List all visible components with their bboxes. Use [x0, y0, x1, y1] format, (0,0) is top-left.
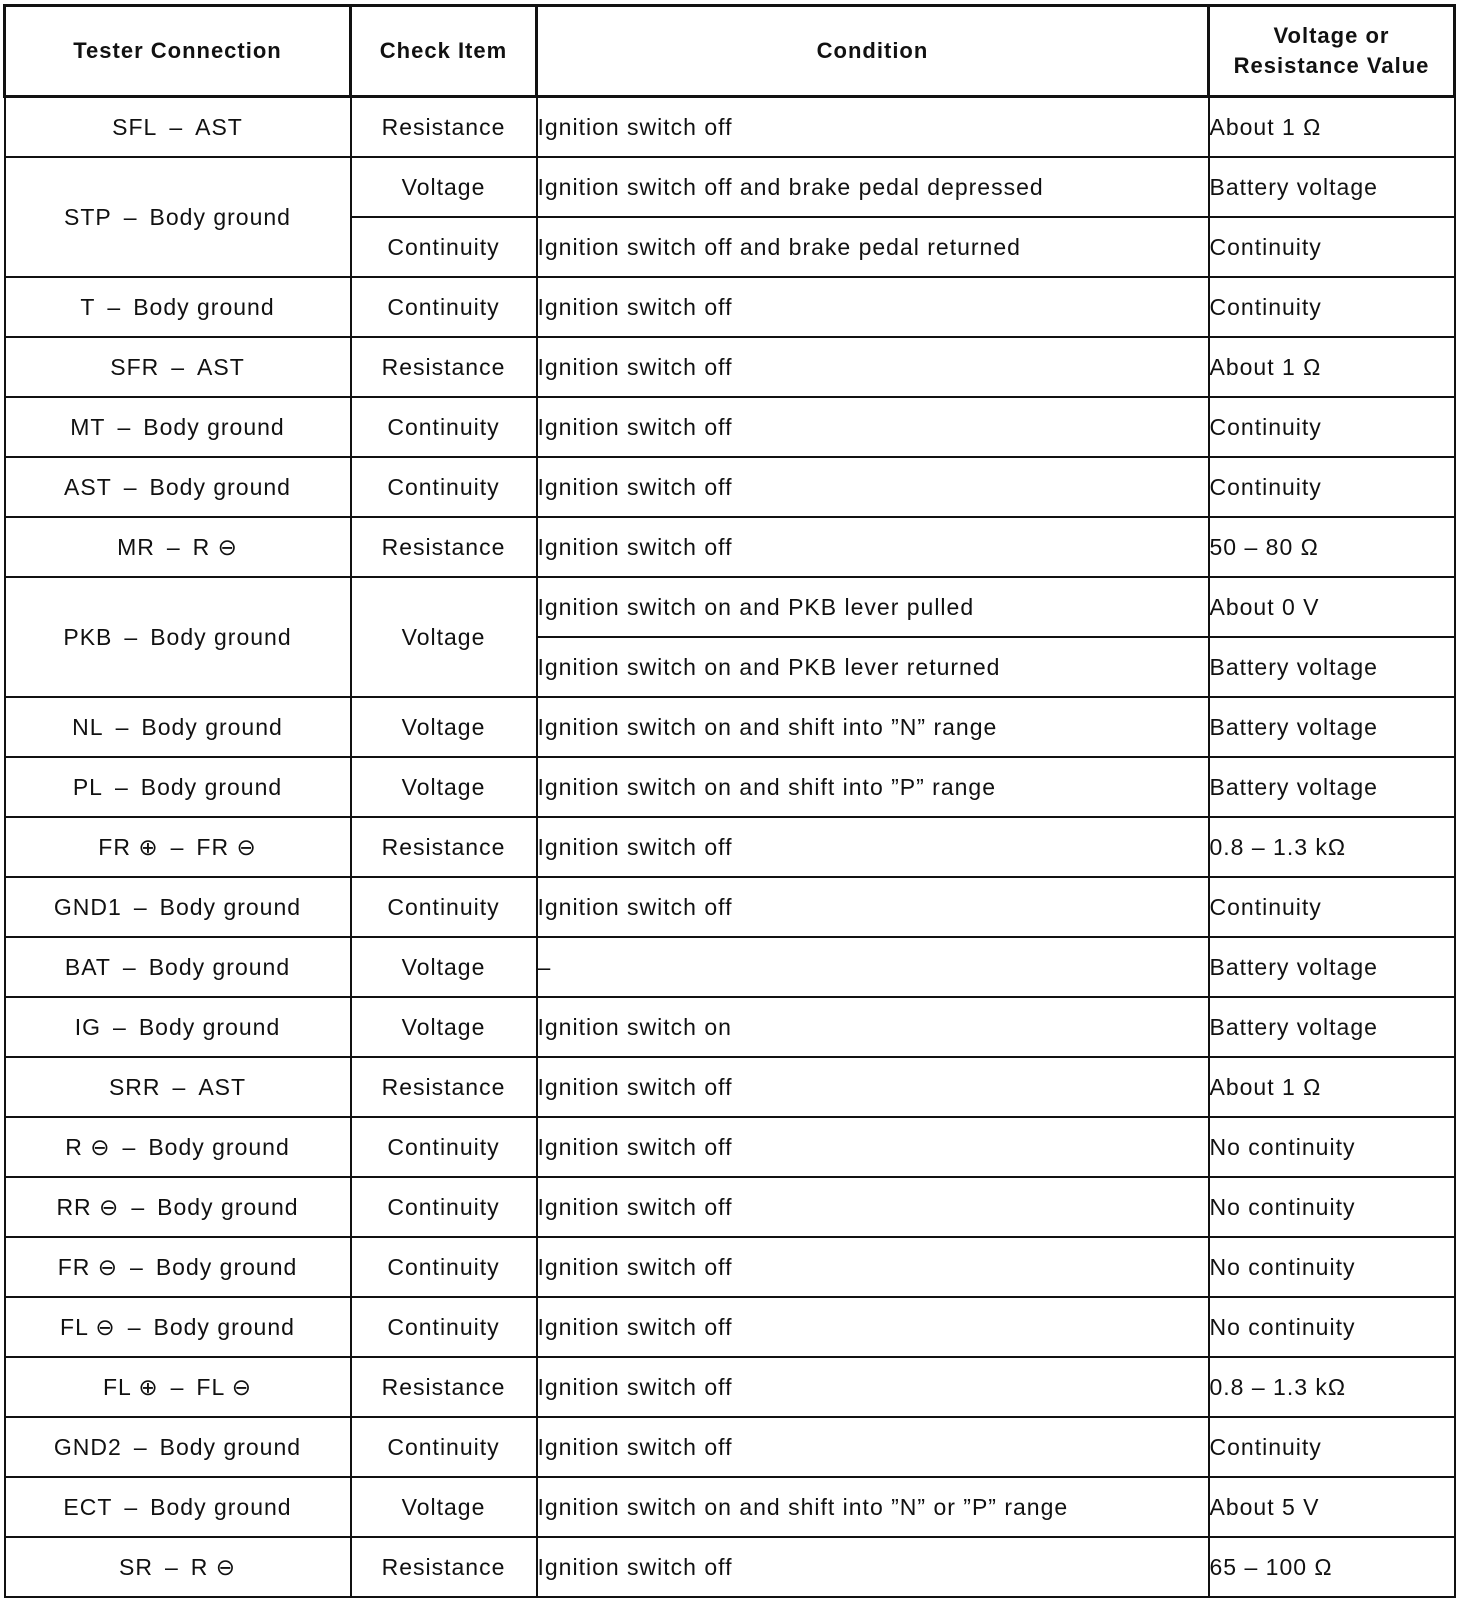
tester-connection-cell: [5, 577, 351, 697]
check-item-cell: Resistance: [351, 1537, 537, 1597]
table-row: [5, 157, 1455, 217]
condition-cell: Ignition switch off: [537, 277, 1209, 337]
table-row: [5, 1417, 1455, 1477]
condition-cell: Ignition switch off: [537, 397, 1209, 457]
terminal-from: FL ⊖: [60, 1313, 116, 1340]
tester-connection-cell: [5, 1057, 351, 1117]
condition-cell: Ignition switch off: [537, 817, 1209, 877]
value-cell: 50 – 80 Ω: [1209, 517, 1455, 577]
terminal-to: Body ground: [140, 773, 283, 800]
terminal-from: R ⊖: [65, 1133, 111, 1160]
condition-cell: Ignition switch on and PKB lever pulled: [537, 577, 1209, 637]
value-cell: Continuity: [1209, 457, 1455, 517]
terminal-to: Body ground: [157, 1193, 299, 1220]
terminal-from: FR ⊖: [57, 1253, 119, 1280]
separator-dash: –: [113, 1013, 127, 1040]
table-row: [5, 937, 1455, 997]
terminal-to: AST: [198, 1073, 247, 1100]
tester-connection-cell: [5, 877, 351, 937]
separator-dash: –: [130, 1253, 144, 1280]
check-item-cell: Resistance: [351, 1357, 537, 1417]
table-row: [5, 817, 1455, 877]
table-row: [5, 337, 1455, 397]
separator-dash: –: [127, 1313, 142, 1340]
condition-cell: Ignition switch off: [537, 1297, 1209, 1357]
terminal-from: PL: [72, 773, 103, 800]
value-cell: About 0 V: [1209, 577, 1455, 637]
condition-cell: Ignition switch off and brake pedal returned: [537, 217, 1209, 277]
terminal-to: Body ground: [143, 413, 285, 440]
value-cell: Continuity: [1209, 1417, 1455, 1477]
terminal-to: AST: [197, 353, 245, 380]
table-row: [5, 697, 1455, 757]
tester-connection-cell: [5, 937, 351, 997]
condition-cell: Ignition switch off: [537, 1357, 1209, 1417]
terminal-from: SFL: [112, 113, 158, 140]
tester-connection-cell: [5, 157, 351, 277]
value-cell: 65 – 100 Ω: [1209, 1537, 1455, 1597]
tester-inspection-table: [3, 4, 1456, 1598]
condition-cell: Ignition switch off: [537, 1057, 1209, 1117]
check-item-cell: Continuity: [351, 217, 537, 277]
separator-dash: –: [131, 1193, 146, 1220]
tester-connection-cell: [5, 1117, 351, 1177]
tester-connection-cell: [5, 757, 351, 817]
check-item-cell: Resistance: [351, 337, 537, 397]
condition-cell: Ignition switch off: [537, 337, 1209, 397]
table-row: [5, 97, 1455, 158]
separator-dash: –: [133, 1433, 148, 1460]
terminal-from: STP: [64, 203, 112, 230]
terminal-to: FL ⊖: [196, 1373, 253, 1400]
table-row: [5, 277, 1455, 337]
condition-cell: Ignition switch off: [537, 1177, 1209, 1237]
tester-connection-cell: [5, 817, 351, 877]
table-row: [5, 1177, 1455, 1237]
terminal-to: Body ground: [133, 293, 275, 320]
table-row: [5, 1357, 1455, 1417]
header-check-item: Check Item: [351, 6, 537, 97]
separator-dash: –: [123, 473, 138, 500]
separator-dash: –: [122, 953, 137, 980]
terminal-to: Body ground: [150, 623, 292, 650]
table-row: [5, 397, 1455, 457]
check-item-cell: Continuity: [351, 397, 537, 457]
condition-cell: Ignition switch off: [537, 457, 1209, 517]
check-item-cell: Resistance: [351, 1057, 537, 1117]
terminal-from: BAT: [64, 953, 111, 980]
terminal-to: Body ground: [149, 203, 291, 230]
header-value-line2: Resistance Value: [1233, 53, 1430, 78]
value-cell: No continuity: [1209, 1177, 1455, 1237]
tester-connection-cell: [5, 397, 351, 457]
separator-dash: –: [114, 773, 129, 800]
separator-dash: –: [133, 893, 148, 920]
tester-connection-cell: [5, 97, 351, 158]
condition-cell: Ignition switch off: [537, 1537, 1209, 1597]
tester-connection-cell: [5, 1417, 351, 1477]
tester-connection-cell: [5, 1537, 351, 1597]
separator-dash: –: [172, 1073, 187, 1100]
table-row: [5, 877, 1455, 937]
condition-cell: Ignition switch on and PKB lever returned: [537, 637, 1209, 697]
terminal-to: R ⊖: [190, 1553, 237, 1580]
separator-dash: –: [164, 1553, 179, 1580]
tester-connection-cell: [5, 1477, 351, 1537]
condition-cell: Ignition switch on and shift into ”P” range: [537, 757, 1209, 817]
check-item-cell: Voltage: [351, 937, 537, 997]
value-cell: Battery voltage: [1209, 157, 1455, 217]
table-row: [5, 1537, 1455, 1597]
tester-connection-cell: [5, 1297, 351, 1357]
value-cell: 0.8 – 1.3 kΩ: [1209, 817, 1455, 877]
terminal-from: SR: [118, 1553, 153, 1580]
separator-dash: –: [166, 533, 181, 560]
table-row: [5, 1117, 1455, 1177]
terminal-to: FR ⊖: [196, 833, 257, 860]
terminal-to: Body ground: [149, 473, 291, 500]
tester-connection-cell: [5, 517, 351, 577]
terminal-to: Body ground: [159, 1433, 302, 1460]
check-item-cell: Voltage: [351, 577, 537, 697]
separator-dash: –: [170, 833, 185, 860]
check-item-cell: Continuity: [351, 877, 537, 937]
table-row: [5, 1477, 1455, 1537]
value-cell: About 5 V: [1209, 1477, 1455, 1537]
terminal-to: Body ground: [153, 1313, 295, 1340]
check-item-cell: Voltage: [351, 757, 537, 817]
condition-cell: Ignition switch on and shift into ”N” range: [537, 697, 1209, 757]
check-item-cell: Continuity: [351, 1117, 537, 1177]
table-row: [5, 1237, 1455, 1297]
inspection-table-page: [3, 4, 1453, 1598]
tester-connection-cell: [5, 1177, 351, 1237]
terminal-from: T: [80, 293, 96, 320]
tester-connection-cell: [5, 697, 351, 757]
tester-connection-cell: [5, 997, 351, 1057]
table-row: [5, 457, 1455, 517]
value-cell: Continuity: [1209, 217, 1455, 277]
terminal-to: Body ground: [141, 713, 283, 740]
value-cell: No continuity: [1209, 1297, 1455, 1357]
header-tester-connection: Tester Connection: [5, 6, 351, 97]
table-header-row: [5, 6, 1455, 97]
tester-connection-cell: [5, 1237, 351, 1297]
separator-dash: –: [115, 713, 130, 740]
table-row: [5, 757, 1455, 817]
terminal-from: MT: [70, 413, 106, 440]
value-cell: No continuity: [1209, 1237, 1455, 1297]
condition-cell: Ignition switch off: [537, 517, 1209, 577]
terminal-from: PKB: [63, 623, 113, 650]
check-item-cell: Resistance: [351, 517, 537, 577]
condition-cell: Ignition switch off: [537, 1237, 1209, 1297]
value-cell: About 1 Ω: [1209, 337, 1455, 397]
separator-dash: –: [107, 293, 122, 320]
terminal-from: FL ⊕: [102, 1373, 159, 1400]
value-cell: No continuity: [1209, 1117, 1455, 1177]
tester-connection-cell: [5, 277, 351, 337]
terminal-from: GND2: [53, 1433, 122, 1460]
terminal-to: Body ground: [159, 893, 302, 920]
check-item-cell: Continuity: [351, 1177, 537, 1237]
check-item-cell: Continuity: [351, 277, 537, 337]
check-item-cell: Continuity: [351, 1237, 537, 1297]
value-cell: 0.8 – 1.3 kΩ: [1209, 1357, 1455, 1417]
terminal-to: Body ground: [150, 1493, 292, 1520]
terminal-to: Body ground: [155, 1253, 298, 1280]
value-cell: Battery voltage: [1209, 637, 1455, 697]
separator-dash: –: [170, 1373, 185, 1400]
value-cell: Battery voltage: [1209, 697, 1455, 757]
separator-dash: –: [124, 1493, 139, 1520]
value-cell: About 1 Ω: [1209, 1057, 1455, 1117]
condition-cell: Ignition switch off: [537, 97, 1209, 158]
table-row: [5, 577, 1455, 637]
value-cell: Continuity: [1209, 397, 1455, 457]
terminal-from: IG: [74, 1013, 102, 1040]
terminal-to: Body ground: [148, 953, 291, 980]
check-item-cell: Resistance: [351, 97, 537, 158]
condition-cell: Ignition switch off and brake pedal depressed: [537, 157, 1209, 217]
value-cell: Battery voltage: [1209, 997, 1455, 1057]
terminal-from: RR ⊖: [56, 1193, 120, 1220]
terminal-from: ECT: [63, 1493, 113, 1520]
terminal-to: R ⊖: [192, 533, 238, 560]
terminal-from: FR ⊕: [98, 833, 159, 860]
terminal-to: Body ground: [138, 1013, 281, 1040]
separator-dash: –: [122, 1133, 137, 1160]
check-item-cell: Continuity: [351, 1417, 537, 1477]
terminal-from: SFR: [110, 353, 160, 380]
check-item-cell: Continuity: [351, 1297, 537, 1357]
table-row: [5, 997, 1455, 1057]
value-cell: Battery voltage: [1209, 757, 1455, 817]
separator-dash: –: [124, 623, 139, 650]
condition-cell: –: [537, 937, 1209, 997]
value-cell: About 1 Ω: [1209, 97, 1455, 158]
condition-cell: Ignition switch on: [537, 997, 1209, 1057]
header-value: [1209, 6, 1455, 97]
value-cell: Continuity: [1209, 277, 1455, 337]
check-item-cell: Voltage: [351, 1477, 537, 1537]
condition-cell: Ignition switch on and shift into ”N” or ”P” range: [537, 1477, 1209, 1537]
tester-connection-cell: [5, 1357, 351, 1417]
terminal-from: MR: [117, 533, 155, 560]
terminal-from: AST: [64, 473, 112, 500]
check-item-cell: Voltage: [351, 997, 537, 1057]
check-item-cell: Continuity: [351, 457, 537, 517]
terminal-to: AST: [195, 113, 243, 140]
tester-connection-cell: [5, 457, 351, 517]
condition-cell: Ignition switch off: [537, 877, 1209, 937]
table-row: [5, 1297, 1455, 1357]
value-cell: Continuity: [1209, 877, 1455, 937]
terminal-to: Body ground: [148, 1133, 290, 1160]
check-item-cell: Resistance: [351, 817, 537, 877]
terminal-from: NL: [72, 713, 104, 740]
separator-dash: –: [123, 203, 138, 230]
tester-connection-cell: [5, 337, 351, 397]
check-item-cell: Voltage: [351, 157, 537, 217]
separator-dash: –: [169, 113, 184, 140]
header-value-line1: Voltage or: [1273, 23, 1390, 48]
separator-dash: –: [171, 353, 186, 380]
condition-cell: Ignition switch off: [537, 1117, 1209, 1177]
condition-cell: Ignition switch off: [537, 1417, 1209, 1477]
value-cell: Battery voltage: [1209, 937, 1455, 997]
terminal-from: SRR: [108, 1073, 161, 1100]
terminal-from: GND1: [53, 893, 122, 920]
header-condition: Condition: [537, 6, 1209, 97]
check-item-cell: Voltage: [351, 697, 537, 757]
separator-dash: –: [117, 413, 132, 440]
table-row: [5, 1057, 1455, 1117]
table-row: [5, 517, 1455, 577]
